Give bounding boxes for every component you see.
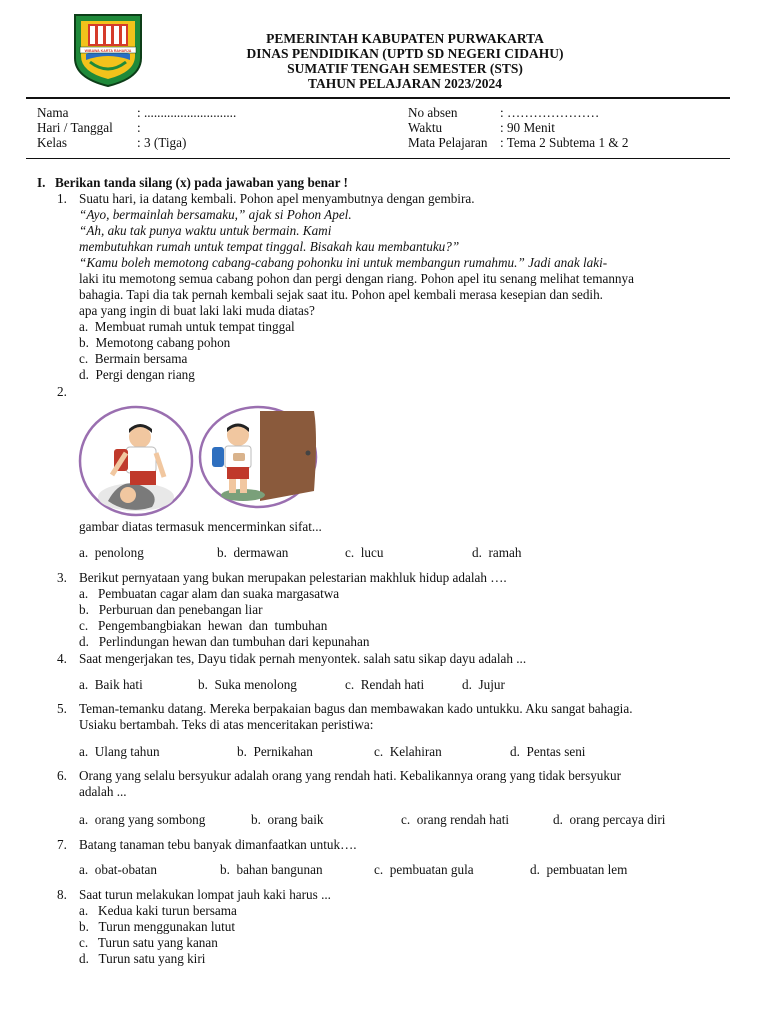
q5-number: 5. bbox=[57, 701, 67, 716]
option-text: Kelahiran bbox=[389, 744, 442, 759]
q1-option-b[interactable] bbox=[79, 335, 230, 351]
option-letter: d. bbox=[510, 744, 520, 759]
label-mapel: Mata Pelajaran bbox=[408, 135, 488, 150]
option-text: ramah bbox=[488, 545, 522, 560]
option-letter: c. bbox=[345, 677, 355, 692]
q1-line: “Ayo, bermainlah bersamaku,” ajak si Pohon Apel. bbox=[79, 207, 352, 222]
header-line-3: SUMATIF TENGAH SEMESTER (STS) bbox=[287, 61, 523, 76]
q1-question: apa yang ingin di buat laki laki muda diatas? bbox=[79, 303, 315, 318]
q5-option-c[interactable] bbox=[374, 744, 442, 760]
q7-option-a[interactable] bbox=[79, 862, 157, 878]
option-letter: a. bbox=[79, 744, 89, 759]
option-text: Membuat rumah untuk tempat tinggal bbox=[94, 319, 295, 334]
q4-question: Saat mengerjakan tes, Dayu tidak pernah menyontek. salah satu sikap dayu adalah ... bbox=[79, 651, 527, 666]
option-text: Jujur bbox=[478, 677, 505, 692]
option-letter: a. bbox=[79, 903, 89, 918]
option-letter: d. bbox=[472, 545, 482, 560]
q1-number: 1. bbox=[57, 191, 67, 206]
q8-number: 8. bbox=[57, 887, 67, 902]
q3-number: 3. bbox=[57, 570, 67, 585]
option-letter: a. bbox=[79, 862, 89, 877]
q5-option-b[interactable] bbox=[237, 744, 313, 760]
option-text: Rendah hati bbox=[360, 677, 425, 692]
header-divider bbox=[26, 97, 730, 99]
q1-option-a[interactable] bbox=[79, 319, 295, 335]
section-number: I. bbox=[37, 175, 46, 190]
option-letter: c. bbox=[345, 545, 355, 560]
option-text: Turun satu yang kiri bbox=[98, 951, 206, 966]
info-divider bbox=[26, 158, 730, 159]
q1-line: Suatu hari, ia datang kembali. Pohon apel menyambutnya dengan gembira. bbox=[79, 191, 475, 206]
option-letter: a. bbox=[79, 812, 89, 827]
q1-line: “Ah, aku tak punya waktu untuk bermain. Kami bbox=[79, 223, 332, 238]
q1-option-c[interactable] bbox=[79, 351, 187, 367]
q1-line bbox=[79, 255, 607, 271]
option-letter: a. bbox=[79, 677, 89, 692]
option-letter: b. bbox=[79, 602, 89, 617]
option-letter: b. bbox=[198, 677, 208, 692]
q2-option-c[interactable] bbox=[345, 545, 383, 561]
q8-option-b[interactable] bbox=[79, 919, 235, 935]
option-text: orang percaya diri bbox=[569, 812, 666, 827]
q6-line: adalah ... bbox=[79, 784, 127, 799]
q7-option-b[interactable] bbox=[220, 862, 323, 878]
option-text: penolong bbox=[94, 545, 144, 560]
option-text: pembuatan gula bbox=[389, 862, 474, 877]
option-letter: d. bbox=[79, 951, 89, 966]
q8-option-a[interactable] bbox=[79, 903, 237, 919]
q8-option-c[interactable] bbox=[79, 935, 218, 951]
q5-option-a[interactable] bbox=[79, 744, 160, 760]
purwakarta-logo bbox=[72, 12, 144, 88]
section-title: Berikan tanda silang (x) pada jawaban yang benar ! bbox=[55, 175, 348, 190]
header-line-4: TAHUN PELAJARAN 2023/2024 bbox=[307, 76, 502, 91]
option-letter: a. bbox=[79, 586, 89, 601]
option-text: Bermain bersama bbox=[94, 351, 188, 366]
option-text: Memotong cabang pohon bbox=[95, 335, 231, 350]
q3-option-a[interactable] bbox=[79, 586, 339, 602]
option-text: Perlindungan hewan dan tumbuhan dari kepunahan bbox=[98, 634, 370, 649]
option-text: dermawan bbox=[233, 545, 289, 560]
option-text: Suka menolong bbox=[214, 677, 297, 692]
logo-motto: WIBAWA KARTA RAHARJA bbox=[84, 49, 132, 53]
q5-line: Teman-temanku datang. Mereka berpakaian bagus dan membawakan kado untukku. Aku sangat bahagia. bbox=[79, 701, 633, 716]
option-letter: b. bbox=[79, 335, 89, 350]
option-text: Pernikahan bbox=[253, 744, 313, 759]
option-text: obat-obatan bbox=[94, 862, 157, 877]
q7-question: Batang tanaman tebu banyak dimanfaatkan untuk…. bbox=[79, 837, 357, 852]
option-letter: d. bbox=[79, 634, 89, 649]
q1-line: membutuhkan rumah untuk tempat tinggal. Bisakah kau membantuku?” bbox=[79, 239, 460, 254]
q2-number: 2. bbox=[57, 384, 67, 399]
q1-line: laki itu memotong semua cabang pohon dan pergi dengan riang. Pohon apel itu senang melihat temannya bbox=[79, 271, 634, 286]
option-text: Perburuan dan penebangan liar bbox=[98, 602, 263, 617]
q3-option-c[interactable] bbox=[79, 618, 327, 634]
option-letter: b. bbox=[217, 545, 227, 560]
option-letter: a. bbox=[79, 545, 89, 560]
label-kelas: Kelas bbox=[37, 135, 68, 150]
option-text: Ulang tahun bbox=[94, 744, 160, 759]
q6-option-b[interactable] bbox=[251, 812, 324, 828]
header-line-2: DINAS PENDIDIKAN (UPTD SD NEGERI CIDAHU) bbox=[246, 46, 564, 61]
q4-option-a[interactable] bbox=[79, 677, 143, 693]
option-text: Baik hati bbox=[94, 677, 143, 692]
value-nama: : ............................ bbox=[137, 105, 237, 120]
q3-question: Berikut pernyataan yang bukan merupakan pelestarian makhluk hidup adalah …. bbox=[79, 570, 507, 585]
option-text: orang rendah hati bbox=[416, 812, 510, 827]
q6-line: Orang yang selalu bersyukur adalah orang yang rendah hati. Kebalikannya orang yang tidak bersyukur bbox=[79, 768, 621, 783]
q2-illustration bbox=[78, 405, 328, 517]
option-text: Pembuatan cagar alam dan suaka margasatwa bbox=[98, 586, 340, 601]
value-absen: : ………………… bbox=[500, 105, 600, 120]
option-letter: a. bbox=[79, 319, 89, 334]
q1-line-italic: “Kamu boleh memotong cabang-cabang pohonku ini untuk membangun rumahmu.” Jadi anak laki- bbox=[79, 255, 608, 270]
q7-option-c[interactable] bbox=[374, 862, 474, 878]
option-letter: c. bbox=[401, 812, 411, 827]
option-text: lucu bbox=[360, 545, 384, 560]
option-letter: d. bbox=[462, 677, 472, 692]
q8-option-d[interactable] bbox=[79, 951, 205, 967]
option-letter: b. bbox=[79, 919, 89, 934]
option-letter: c. bbox=[79, 351, 89, 366]
q2-question: gambar diatas termasuk mencerminkan sifat... bbox=[79, 519, 322, 534]
header-line-1: PEMERINTAH KABUPATEN PURWAKARTA bbox=[266, 31, 544, 46]
option-text: orang baik bbox=[267, 812, 324, 827]
value-kelas: : 3 (Tiga) bbox=[137, 135, 187, 150]
q2-option-d[interactable] bbox=[472, 545, 521, 561]
option-text: Turun satu yang kanan bbox=[97, 935, 218, 950]
q7-option-d[interactable] bbox=[530, 862, 627, 878]
q2-option-a[interactable] bbox=[79, 545, 144, 561]
option-letter: d. bbox=[530, 862, 540, 877]
option-letter: b. bbox=[220, 862, 230, 877]
option-text: Pentas seni bbox=[526, 744, 586, 759]
option-text: Pengembangbiakan hewan dan tumbuhan bbox=[98, 618, 328, 633]
option-text: orang yang sombong bbox=[94, 812, 206, 827]
label-nama: Nama bbox=[37, 105, 69, 120]
option-text: Turun menggunakan lutut bbox=[98, 919, 236, 934]
option-letter: c. bbox=[79, 935, 89, 950]
option-text: pembuatan lem bbox=[546, 862, 628, 877]
value-hari: : bbox=[137, 120, 141, 135]
q8-question: Saat turun melakukan lompat jauh kaki harus ... bbox=[79, 887, 331, 902]
q4-option-c[interactable] bbox=[345, 677, 424, 693]
option-letter: b. bbox=[237, 744, 247, 759]
value-waktu: : 90 Menit bbox=[500, 120, 555, 135]
q4-number: 4. bbox=[57, 651, 67, 666]
q3-option-b[interactable] bbox=[79, 602, 262, 618]
option-text: bahan bangunan bbox=[236, 862, 323, 877]
option-letter: c. bbox=[374, 862, 384, 877]
q4-option-d[interactable] bbox=[462, 677, 505, 693]
q4-option-b[interactable] bbox=[198, 677, 297, 693]
q1-line: bahagia. Tapi dia tak pernah kembali sejak saat itu. Pohon apel kembali merasa kesepian dan sedih. bbox=[79, 287, 603, 302]
q5-line: Usiaku bertambah. Teks di atas menceritakan peristiwa: bbox=[79, 717, 374, 732]
option-text: Kedua kaki turun bersama bbox=[98, 903, 237, 918]
q5-option-d[interactable] bbox=[510, 744, 585, 760]
option-letter: c. bbox=[374, 744, 384, 759]
option-letter: d. bbox=[79, 367, 89, 382]
option-letter: b. bbox=[251, 812, 261, 827]
label-waktu: Waktu bbox=[408, 120, 443, 135]
q6-option-c[interactable] bbox=[401, 812, 509, 828]
value-mapel: : Tema 2 Subtema 1 & 2 bbox=[500, 135, 629, 150]
q2-option-b[interactable] bbox=[217, 545, 288, 561]
q6-option-a[interactable] bbox=[79, 812, 205, 828]
q1-option-d[interactable] bbox=[79, 367, 195, 383]
q6-option-d[interactable] bbox=[553, 812, 665, 828]
option-text: Pergi dengan riang bbox=[95, 367, 195, 382]
q7-number: 7. bbox=[57, 837, 67, 852]
option-letter: d. bbox=[553, 812, 563, 827]
label-absen: No absen bbox=[408, 105, 458, 120]
q6-number: 6. bbox=[57, 768, 67, 783]
label-hari: Hari / Tanggal bbox=[37, 120, 113, 135]
option-letter: c. bbox=[79, 618, 89, 633]
q3-option-d[interactable] bbox=[79, 634, 369, 650]
